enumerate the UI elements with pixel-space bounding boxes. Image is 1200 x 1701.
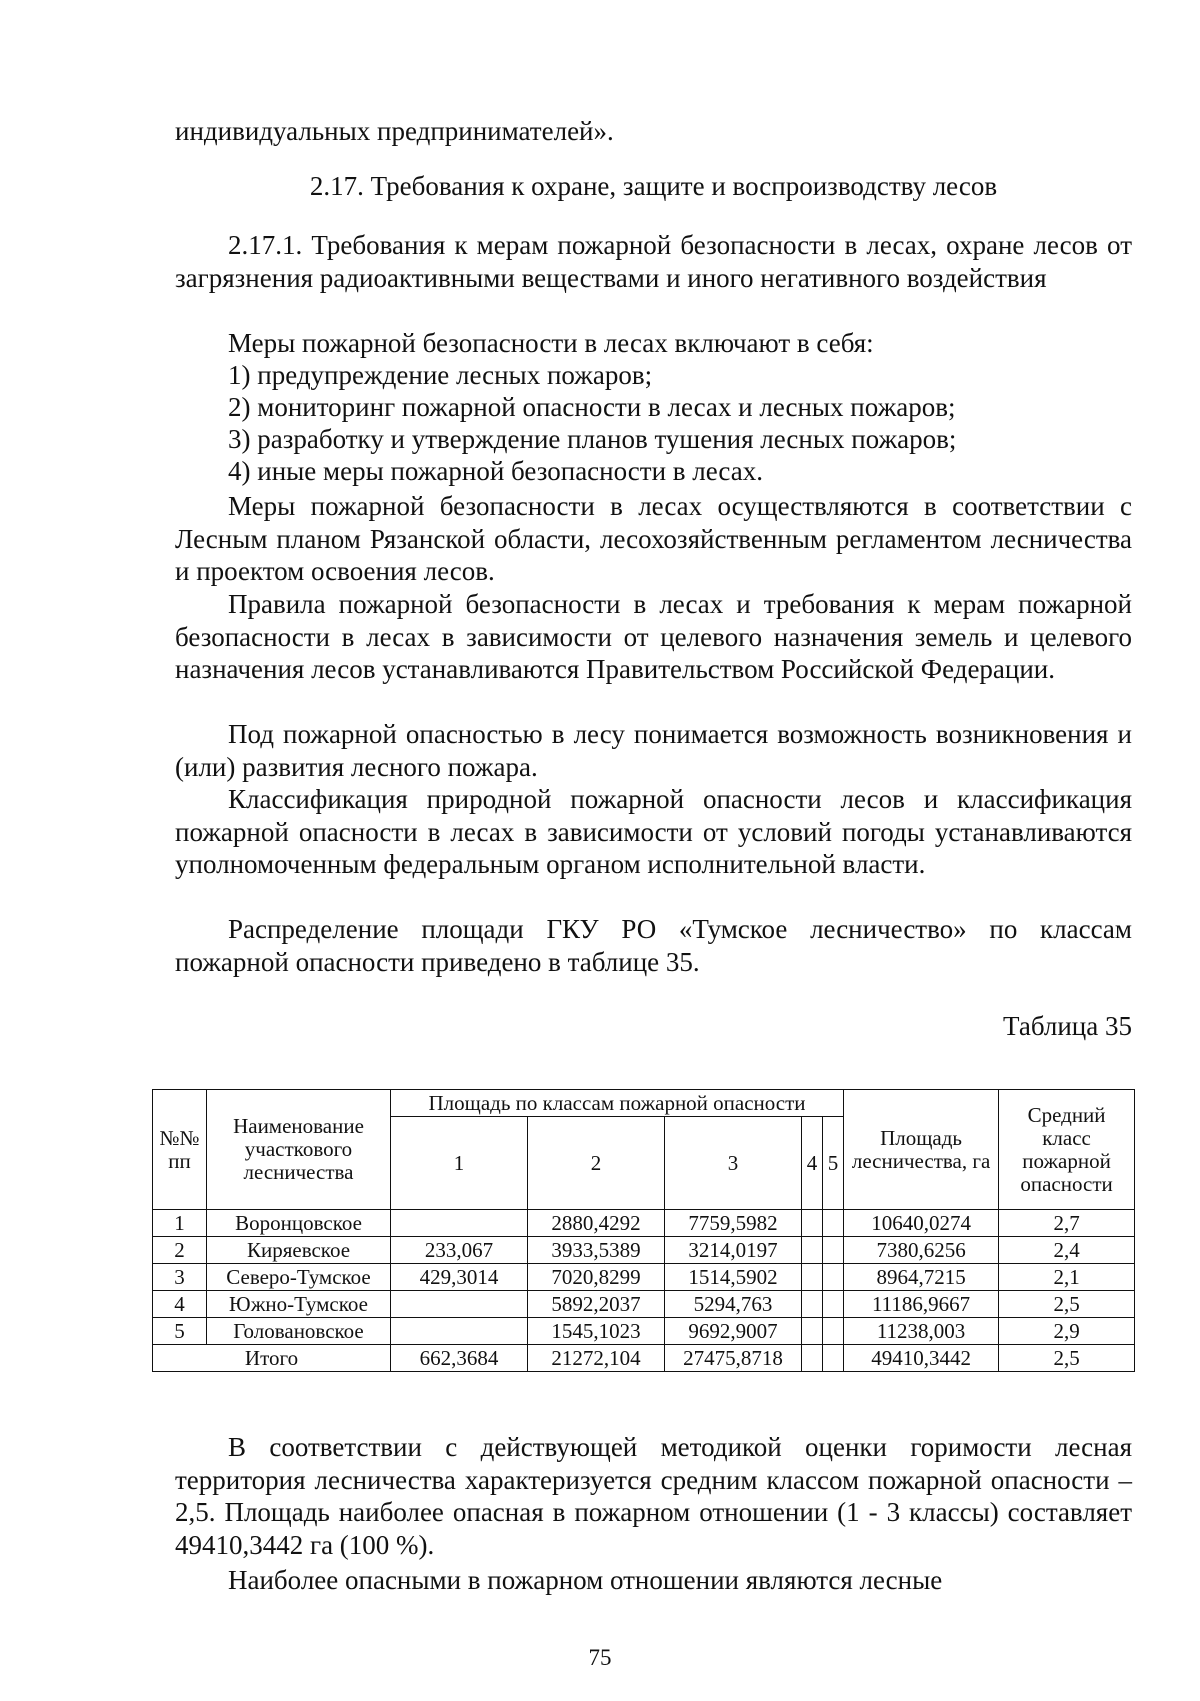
- cell-avg: 2,5: [999, 1291, 1135, 1318]
- header-name: Наименование участкового лесничества: [207, 1090, 391, 1210]
- cell-class-3: 7759,5982: [665, 1210, 802, 1237]
- cell-class-2: 1545,1023: [528, 1318, 665, 1345]
- section-heading: 2.17. Требования к охране, защите и воспроизводству лесов: [309, 171, 998, 201]
- cell-class-5: [823, 1264, 844, 1291]
- cell-class-1: [391, 1291, 528, 1318]
- cell-total-class-2: 21272,104: [528, 1345, 665, 1372]
- cell-area: 8964,7215: [844, 1264, 999, 1291]
- cell-class-2: 5892,2037: [528, 1291, 665, 1318]
- cell-class-2: 3933,5389: [528, 1237, 665, 1264]
- cell-total-class-4: [802, 1345, 823, 1372]
- cell-name: Киряевское: [207, 1237, 391, 1264]
- cell-num: 1: [153, 1210, 207, 1237]
- cell-area: 11238,003: [844, 1318, 999, 1345]
- cell-avg: 2,1: [999, 1264, 1135, 1291]
- table-total-row: [153, 1345, 1135, 1372]
- cell-area: 11186,9667: [844, 1291, 999, 1318]
- table-row: [153, 1210, 1135, 1237]
- paragraph-classification: Классификация природной пожарной опасности лесов и классификация пожарной опасности в лесах в зависимости от условий погоды устанавливаются уполномоченным федеральным органом исполнительной власти.: [175, 784, 1132, 880]
- header-area-total: Площадь лесничества, га: [844, 1090, 999, 1210]
- cell-class-4: [802, 1291, 823, 1318]
- cell-total-label: Итого: [153, 1345, 391, 1372]
- table-row: [153, 1237, 1135, 1264]
- cell-num: 3: [153, 1264, 207, 1291]
- cell-class-4: [802, 1210, 823, 1237]
- cell-class-1: 233,067: [391, 1237, 528, 1264]
- cell-total-class-3: 27475,8718: [665, 1345, 802, 1372]
- cell-total-avg: 2,5: [999, 1345, 1135, 1372]
- table-row: [153, 1318, 1135, 1345]
- cell-total-area: 49410,3442: [844, 1345, 999, 1372]
- cell-name: Южно-Тумское: [207, 1291, 391, 1318]
- cell-area: 10640,0274: [844, 1210, 999, 1237]
- cell-name: Воронцовское: [207, 1210, 391, 1237]
- list-item: 1) предупреждение лесных пожаров;: [228, 360, 653, 390]
- cell-name: Головановское: [207, 1318, 391, 1345]
- cell-total-class-1: 662,3684: [391, 1345, 528, 1372]
- cell-class-4: [802, 1318, 823, 1345]
- header-class-2: 2: [528, 1117, 665, 1210]
- list-item: 3) разработку и утверждение планов тушения лесных пожаров;: [228, 424, 957, 454]
- cell-class-2: 2880,4292: [528, 1210, 665, 1237]
- cell-class-1: 429,3014: [391, 1264, 528, 1291]
- cell-class-5: [823, 1318, 844, 1345]
- cell-class-3: 3214,0197: [665, 1237, 802, 1264]
- paragraph-continuation: индивидуальных предпринимателей».: [175, 116, 614, 146]
- cell-name: Северо-Тумское: [207, 1264, 391, 1291]
- header-avg-class: Средний класс пожарной опасности: [999, 1090, 1135, 1210]
- table-row: [153, 1264, 1135, 1291]
- list-item: 4) иные меры пожарной безопасности в лесах.: [228, 456, 763, 486]
- header-class-4: 4: [802, 1117, 823, 1210]
- cell-class-4: [802, 1264, 823, 1291]
- table-row: [153, 1291, 1135, 1318]
- header-class-3: 3: [665, 1117, 802, 1210]
- cell-num: 2: [153, 1237, 207, 1264]
- cell-class-5: [823, 1237, 844, 1264]
- cell-class-2: 7020,8299: [528, 1264, 665, 1291]
- paragraph-fire-rules: Правила пожарной безопасности в лесах и требования к мерам пожарной безопасности в лесах в зависимости от целевого назначения земель и целевого назначения лесов устанавливаются Правительством Российской Федерации.: [175, 589, 1132, 685]
- cell-class-3: 5294,763: [665, 1291, 802, 1318]
- cell-class-3: 9692,9007: [665, 1318, 802, 1345]
- paragraph-distribution: Распределение площади ГКУ РО «Тумское лесничество» по классам пожарной опасности приведено в таблице 35.: [175, 914, 1132, 977]
- cell-class-1: [391, 1318, 528, 1345]
- cell-class-5: [823, 1210, 844, 1237]
- cell-avg: 2,7: [999, 1210, 1135, 1237]
- cell-num: 5: [153, 1318, 207, 1345]
- cell-class-5: [823, 1291, 844, 1318]
- header-class-5: 5: [823, 1117, 844, 1210]
- paragraph-forest-plan: Меры пожарной безопасности в лесах осуществляются в соответствии с Лесным планом Рязанской области, лесохозяйственным регламентом лесничества и проектом освоения лесов.: [175, 491, 1132, 587]
- cell-area: 7380,6256: [844, 1237, 999, 1264]
- list-item: 2) мониторинг пожарной опасности в лесах и лесных пожаров;: [228, 392, 956, 422]
- table-caption: Таблица 35: [1003, 1011, 1132, 1041]
- page-number: 75: [588, 1645, 612, 1670]
- fire-danger-table: [152, 1089, 1135, 1372]
- paragraph-measures-intro: Меры пожарной безопасности в лесах включают в себя:: [228, 328, 874, 358]
- subsection-title: 2.17.1. Требования к мерам пожарной безопасности в лесах, охране лесов от загрязнения радиоактивными веществами и иного негативного воздействия: [175, 230, 1132, 293]
- header-area-by-class: Площадь по классам пожарной опасности: [391, 1090, 844, 1117]
- cell-total-class-5: [823, 1345, 844, 1372]
- header-num: №№ пп: [153, 1090, 207, 1210]
- paragraph-most-dangerous: Наиболее опасными в пожарном отношении являются лесные: [228, 1565, 943, 1595]
- cell-avg: 2,4: [999, 1237, 1135, 1264]
- paragraph-methodology: В соответствии с действующей методикой оценки горимости лесная территория лесничества характеризуется средним классом пожарной опасности – 2,5. Площадь наиболее опасная в пожарном отношении (1 - 3 классы) составляет 49410,3442 га (100 %).: [175, 1432, 1132, 1560]
- header-class-1: 1: [391, 1117, 528, 1210]
- cell-class-4: [802, 1237, 823, 1264]
- cell-class-3: 1514,5902: [665, 1264, 802, 1291]
- cell-class-1: [391, 1210, 528, 1237]
- cell-num: 4: [153, 1291, 207, 1318]
- paragraph-fire-danger-definition: Под пожарной опасностью в лесу понимается возможность возникновения и (или) развития лесного пожара.: [175, 719, 1132, 782]
- cell-avg: 2,9: [999, 1318, 1135, 1345]
